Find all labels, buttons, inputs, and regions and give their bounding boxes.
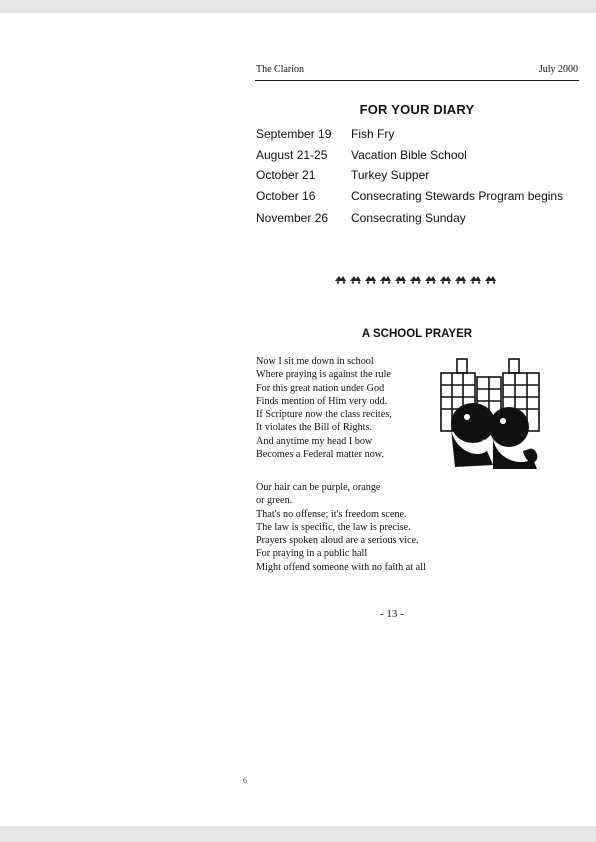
poem-line: It violates the Bill of Rights. bbox=[256, 422, 373, 434]
poem-verse-2 bbox=[256, 481, 426, 574]
poem-line: That's no offense; it's freedom scene. bbox=[256, 508, 407, 520]
poem-line: If Scripture now the class recites, bbox=[256, 409, 392, 421]
diary-date: October 21 bbox=[256, 168, 316, 182]
diary-event: Turkey Supper bbox=[351, 168, 430, 182]
page-header bbox=[256, 64, 578, 78]
diary-title: FOR YOUR DIARY bbox=[359, 102, 475, 117]
diary-event: Consecrating Sunday bbox=[351, 211, 466, 225]
diary-event: Vacation Bible School bbox=[351, 148, 467, 162]
diary-date: October 16 bbox=[256, 189, 316, 203]
poem-line: The law is specific, the law is precise. bbox=[256, 521, 411, 533]
poem-line: For this great nation under God bbox=[256, 382, 385, 394]
prayer-title: A SCHOOL PRAYER bbox=[361, 328, 473, 340]
scan-top-band bbox=[0, 0, 596, 13]
diary-event: Fish Fry bbox=[351, 127, 395, 141]
issue-date: July 2000 bbox=[538, 64, 578, 75]
page-number: - 13 - bbox=[380, 608, 404, 620]
poem-line: For praying in a public hall bbox=[256, 548, 368, 560]
praying-children-clipart bbox=[437, 355, 545, 473]
header-rule bbox=[255, 80, 579, 81]
poem-line: or green. bbox=[256, 495, 293, 507]
diary-event: Consecrating Stewards Program begins bbox=[351, 189, 564, 203]
scan-bottom-band bbox=[0, 826, 596, 842]
newsletter-name: The Clarion bbox=[256, 64, 305, 75]
poem-line: Where praying is against the rule bbox=[256, 369, 391, 381]
poem-line: Now I sit me down in school bbox=[256, 356, 374, 367]
diary-date: September 19 bbox=[256, 127, 332, 141]
diary-date: November 26 bbox=[256, 211, 329, 225]
poem-verse-1 bbox=[256, 355, 392, 461]
poem-line: Might offend someone with no faith at all bbox=[256, 561, 426, 573]
poem-line: Becomes a Federal matter now. bbox=[256, 449, 385, 461]
corner-mark: 6 bbox=[243, 776, 247, 785]
diary-date: August 21-25 bbox=[256, 148, 328, 162]
ornament-divider bbox=[333, 274, 499, 284]
poem-line: Prayers spoken aloud are a serious vice. bbox=[256, 535, 419, 547]
poem-line: Finds mention of Him very odd. bbox=[256, 395, 388, 407]
poem-line: Our hair can be purple, orange bbox=[256, 482, 381, 493]
poem-line: And anytime my head I bow bbox=[256, 435, 373, 447]
